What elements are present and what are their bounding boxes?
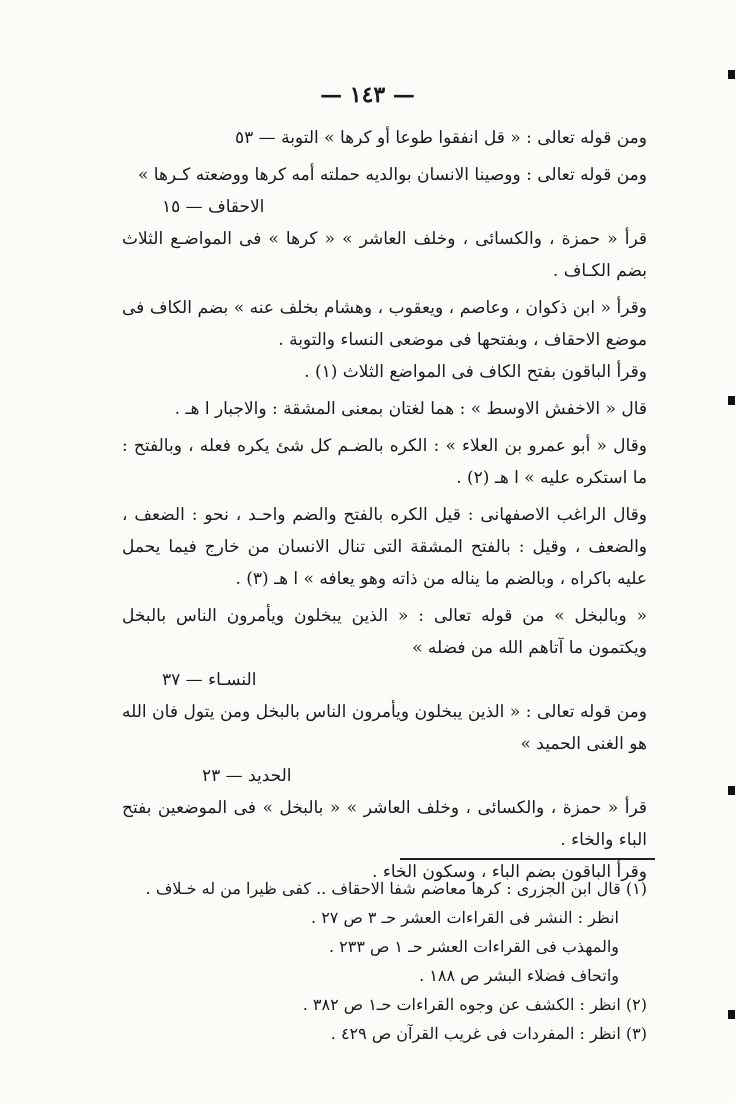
text-line: وقال « أبو عمرو بن العلاء » : الكره بالضـم كل شئ يكره فعله ، وبالفتح : ما استكره عليه » ا هـ (٢) . xyxy=(122,436,647,488)
footnote: والمهذب فى القراءات العشر حـ ١ ص ٢٣٣ . xyxy=(328,937,619,956)
text-line: وقال الراغب الاصفهانى : قيل الكره بالفتح والضم واحـد ، نحو : الضعف ، والضعف ، وقيل : بالفتح المشقة التى تنال الانسان من خارج فيما يحمل عليه باكراه ، وبالضم ما يناله من ذاته وهو يعافه » ا هـ (٣) . xyxy=(122,505,647,589)
verse-reference: النسـاء — ٣٧ xyxy=(162,670,257,690)
text-line: ومن قوله تعالى : « الذين يبخلون ويأمرون الناس بالبخل ومن يتول فان الله هو الغنى الحميد » xyxy=(122,702,647,754)
scan-edge-mark xyxy=(728,70,735,79)
footnote: (٢) انظر : الكشف عن وجوه القراءات حـ١ ص ٣٨٢ . xyxy=(302,995,647,1014)
footnote-divider xyxy=(400,858,655,860)
scan-edge-mark xyxy=(728,786,735,795)
verse-reference: الاحقاف — ١٥ xyxy=(162,197,265,217)
footnote: انظر : النشر فى القراءات العشر حـ ٣ ص ٢٧ . xyxy=(311,908,619,927)
footnotes xyxy=(122,874,647,1048)
page-number: — ١٤٣ — xyxy=(320,82,415,108)
text-line: وقرأ الباقون بفتح الكاف فى المواضع الثلاث (١) . xyxy=(304,362,647,382)
footnote: (١) قال ابن الجزرى : كرها معاضم شفا الاحقاف .. كفى ظيرا من له خـلاف . xyxy=(145,879,647,898)
text-line: قرأ « حمزة ، والكسائى ، وخلف العاشر » « كرها » فى المواضـع الثلاث بضم الكـاف . xyxy=(122,229,647,281)
text-line: ومن قوله تعالى : ووصينا الانسان بوالديه حملته أمه كرها ووضعته كـرها » xyxy=(137,165,647,185)
text-line: قال « الاخفش الاوسط » : هما لغتان بمعنى المشقة : والاجبار ا هـ . xyxy=(174,399,647,419)
scan-edge-mark xyxy=(728,1010,735,1019)
scan-edge-mark xyxy=(728,396,735,405)
text-line: وقرأ « ابن ذكوان ، وعاصم ، ويعقوب ، وهشام بخلف عنه » بضم الكاف فى موضع الاحقاف ، وبفتحها فى موضعى النساء والتوبة . xyxy=(122,298,647,350)
text-line: « وبالبخل » من قوله تعالى : « الذين يبخلون ويأمرون الناس بالبخل ويكتمون ما آتاهم الله من فضله » xyxy=(122,606,647,658)
text-line: ومن قوله تعالى : « قل انفقوا طوعا أو كرها » التوبة — ٥٣ xyxy=(235,128,647,148)
footnote: (٣) انظر : المفردات فى غريب القرآن ص ٤٢٩ . xyxy=(330,1024,647,1043)
text-line: وقرأ الباقون بضم الباء ، وسكون الخاء . xyxy=(372,862,647,882)
main-text xyxy=(122,122,647,888)
text-line: قرأ « حمزة ، والكسائى ، وخلف العاشر » « بالبخل » فى الموضعين بفتح الباء والخاء . xyxy=(122,798,647,850)
verse-reference: الحديد — ٢٣ xyxy=(202,766,292,786)
footnote: واتحاف فضلاء البشر ص ١٨٨ . xyxy=(419,966,619,985)
